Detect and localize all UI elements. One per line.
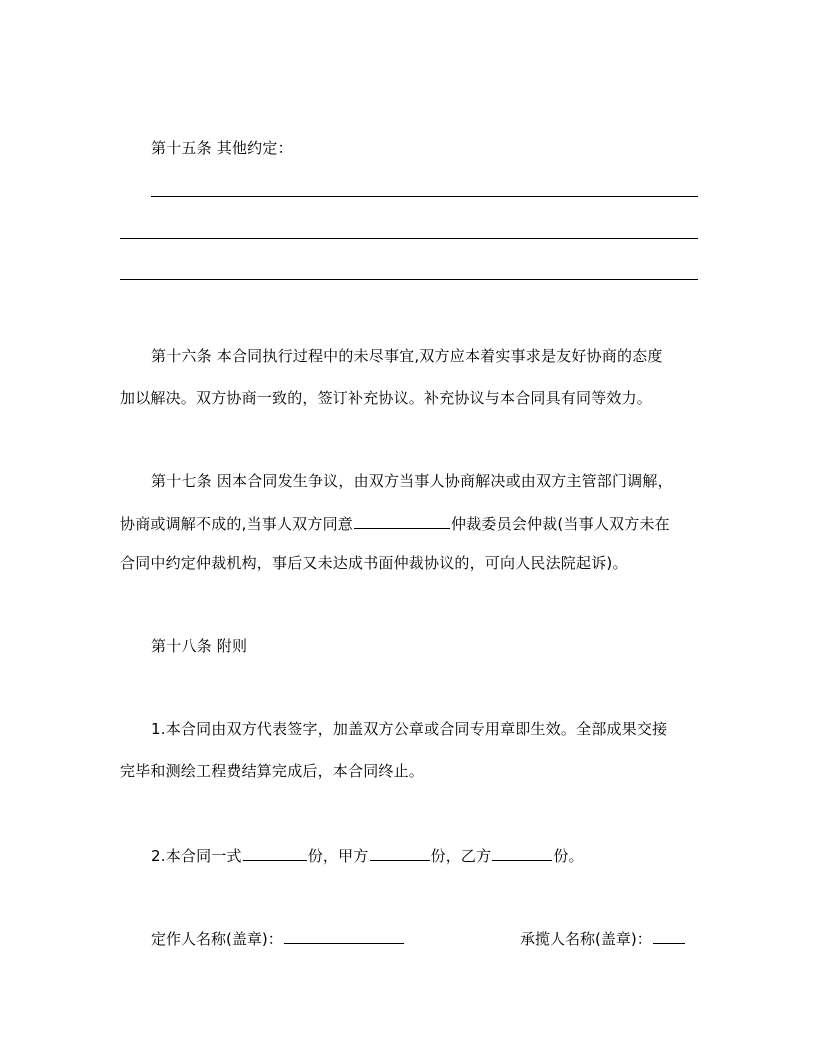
article-15-heading: 第十五条 其他约定： (151, 139, 293, 157)
article-17-line-2 (120, 512, 698, 532)
article-15-blank-line-1 (151, 196, 698, 197)
arbitration-commission-blank (354, 512, 450, 529)
contractor-blank (653, 927, 685, 944)
article-17-line-3: 合同中约定仲裁机构，事后又未达成书面仲裁协议的，可向人民法院起诉)。 (120, 554, 628, 572)
clause-2-part-2: 份，甲方 (307, 847, 369, 865)
ordering-party-label: 定作人名称(盖章)： (151, 930, 283, 948)
contractor-label: 承揽人名称(盖章)： (520, 930, 652, 948)
total-copies-blank (243, 844, 307, 861)
article-17-line-1: 第十七条 因本合同发生争议，由双方当事人协商解决或由双方主管部门调解， (151, 472, 673, 490)
clause-2-part-4: 份。 (553, 847, 584, 865)
article-15-blank-line-2 (120, 238, 698, 239)
party-b-copies-blank (492, 844, 552, 861)
clause-2-part-3: 份，乙方 (430, 847, 492, 865)
article-18-clause-1-line-1: 1.本合同由双方代表签字，加盖双方公章或合同专用章即生效。全部成果交接 (151, 720, 668, 738)
article-18-clause-2 (120, 844, 698, 864)
article-16-line-2: 加以解决。双方协商一致的，签订补充协议。补充协议与本合同具有同等效力。 (120, 389, 653, 407)
article-17-line-2-before: 协商或调解不成的,当事人双方同意 (120, 515, 353, 533)
article-18-clause-1-line-2: 完毕和测绘工程费结算完成后，本合同终止。 (120, 762, 425, 780)
party-a-copies-blank (370, 844, 430, 861)
contractor-signature (520, 927, 686, 947)
article-16-line-1: 第十六条 本合同执行过程中的未尽事宜,双方应本着实事求是友好协商的态度 (151, 347, 663, 365)
article-17-line-2-after: 仲裁委员会仲裁(当事人双方未在 (450, 515, 670, 533)
article-15-blank-line-3 (120, 279, 698, 280)
ordering-party-blank (284, 927, 404, 944)
article-18-heading: 第十八条 附则 (151, 637, 248, 655)
ordering-party-signature (151, 927, 405, 947)
clause-2-part-1: 2.本合同一式 (151, 847, 242, 865)
